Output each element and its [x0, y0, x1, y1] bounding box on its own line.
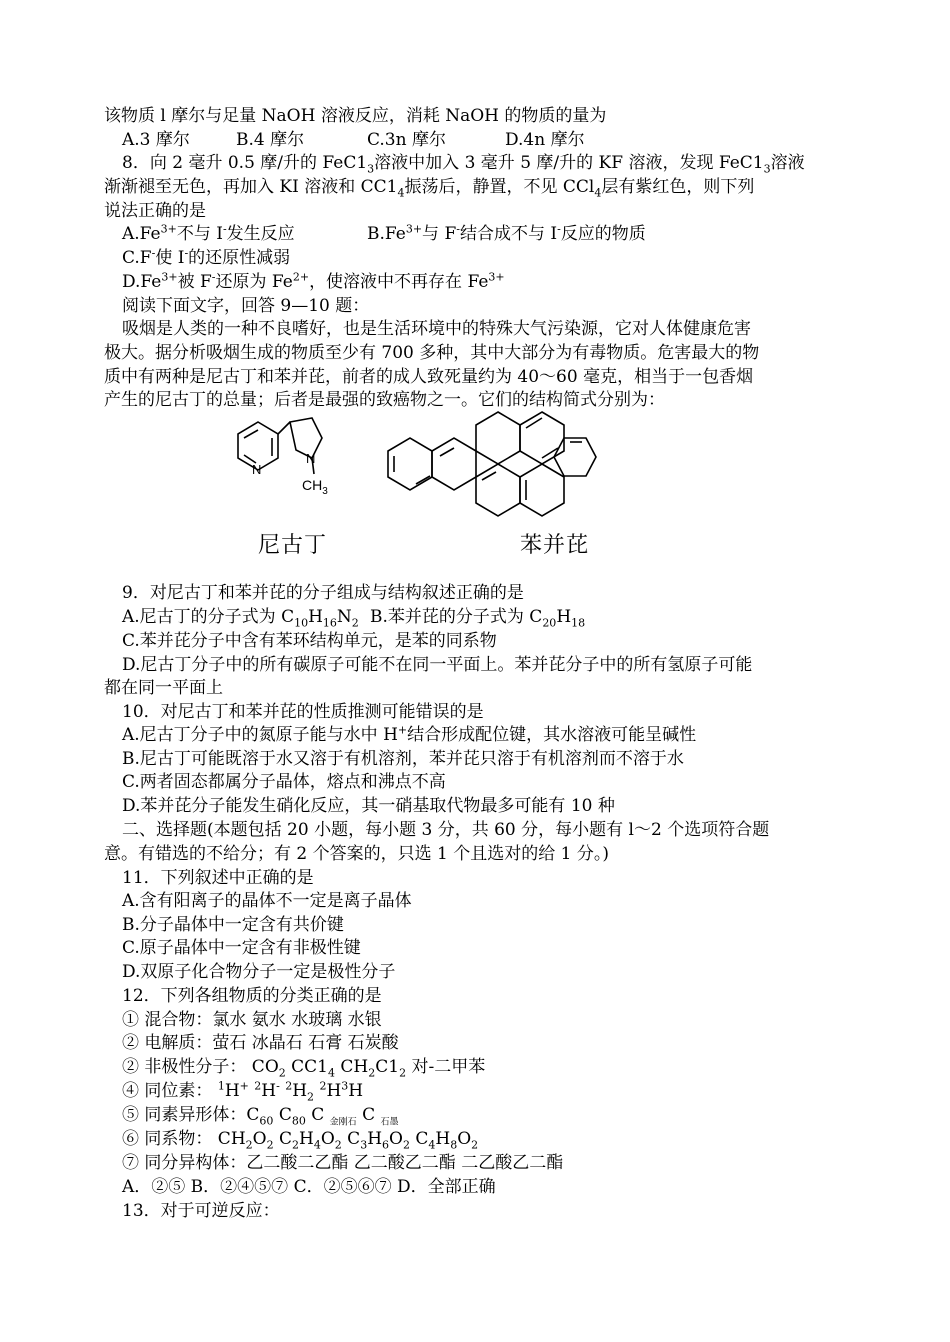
q12-item-6: ⑥ 同系物： $CH_2O_2$ $C_2H_4O_2$ $C_3H_6O_2$ $C_4H_8O_2$	[122, 1129, 479, 1152]
methyl-label: $CH_3$	[302, 477, 328, 497]
benzopyrene-structure	[388, 412, 596, 516]
nitrogen-label: N	[306, 451, 316, 466]
q8-stem-line-3: 说法正确的是	[104, 201, 206, 221]
option-a: A.尼古丁的分子式为 $C_{10}H_{16}N_2$	[122, 607, 359, 630]
q9-options-ab	[122, 606, 882, 629]
q12-item-3: ② 非极性分子： $CO_2$ $CC1_4$ $CH_2C1_2$ 对-二甲苯	[122, 1057, 486, 1080]
q8-stem-line-1: 8．向 2 毫升 0.5 摩/升的 $FeC1_3$溶液中加入 3 毫升 5 摩/升的 KF 溶液，发现 $FeC1_3$溶液	[122, 153, 805, 176]
option-a: A.3 摩尔	[122, 130, 190, 150]
text-line: 都在同一平面上	[104, 678, 223, 698]
option-b: B.尼古丁可能既溶于水又溶于有机溶剂，苯并芘只溶于有机溶剂而不溶于水	[122, 749, 684, 769]
option-a: A.尼古丁分子中的氮原子能与水中 H+结合形成配位键，其水溶液可能呈碱性	[122, 723, 697, 745]
passage-line: 吸烟是人类的一种不良嗜好，也是生活环境中的特殊大气污染源，它对人体健康危害	[122, 319, 751, 339]
q10-stem: 10．对尼古丁和苯并芘的性质推测可能错误的是	[122, 702, 484, 722]
q12-item-2: ② 电解质：萤石 冰晶石 石膏 石炭酸	[122, 1033, 399, 1053]
section-heading: 二、选择题(本题包括 20 小题，每小题 3 分，共 60 分，每小题有 l～2 个选项符合题	[122, 820, 770, 840]
reading-instruction: 阅读下面文字，回答 9—10 题：	[122, 296, 370, 316]
option-c: C.两者固态都属分子晶体，熔点和沸点不高	[122, 772, 446, 792]
section-heading-cont: 意。有错选的不给分；有 2 个答案的，只选 1 个且选对的给 1 分。)	[104, 844, 610, 864]
option-b: B.4 摩尔	[236, 130, 305, 150]
q12-item-5: ⑤ 同素异形体：$C_{60}$ $C_{80}$ C $_{金刚石}$ C $_{石墨}$	[122, 1105, 399, 1128]
q12-options: A．②⑤ B．②④⑤⑦ C．②⑤⑥⑦ D．全部正确	[122, 1177, 496, 1197]
option-d: $D.Fe^{3+}$被 F-还原为 $Fe^{2+}$，使溶液中不再存在 $Fe^{3+}$	[122, 270, 505, 292]
option-d: D.双原子化合物分子一定是极性分子	[122, 962, 396, 982]
option-b: B.分子晶体中一定含有共价键	[122, 915, 344, 935]
q7-options	[122, 129, 882, 152]
q9-stem: 9．对尼古丁和苯并芘的分子组成与结构叙述正确的是	[122, 583, 524, 603]
q8-stem-line-2: 渐渐褪至无色，再加入 KI 溶液和 $CC1_4$振荡后，静置，不见 CCl$_4$层有紫红色，则下列	[104, 177, 755, 200]
passage-line: 产生的尼古丁的总量；后者是最强的致癌物之一。它们的结构简式分别为：	[104, 390, 665, 410]
q12-item-4: ④ 同位素： $^1$H+ $^2$H- $^2H_2$ $^2H^3H$	[122, 1079, 364, 1104]
passage-line: 极大。据分析吸烟生成的物质至少有 700 多种，其中大部分为有毒物质。危害最大的物	[104, 343, 760, 363]
option-b: B.苯并芘的分子式为 $C_{20}H_{18}$	[370, 607, 586, 630]
option-a: A.含有阳离子的晶体不一定是离子晶体	[122, 891, 412, 911]
q13-stem: 13．对于可逆反应：	[122, 1201, 280, 1221]
option-a: $A.Fe^{3+}$不与 I-发生反应	[122, 222, 295, 244]
benzopyrene-label: 苯并芘	[520, 533, 590, 558]
nitrogen-label: N	[252, 462, 262, 477]
option-b: $B.Fe^{3+}$与 F-结合成不与 I-反应的物质	[367, 222, 646, 244]
option-c: C.原子晶体中一定含有非极性键	[122, 938, 361, 958]
nicotine-label: 尼古丁	[258, 533, 328, 558]
option-d: D.苯并芘分子能发生硝化反应，其一硝基取代物最多可能有 10 种	[122, 796, 615, 816]
option-c: C.苯并芘分子中含有苯环结构单元，是苯的同系物	[122, 631, 497, 651]
text-line: 该物质 l 摩尔与足量 NaOH 溶液反应，消耗 NaOH 的物质的量为	[104, 106, 607, 126]
q11-stem: 11．下列叙述中正确的是	[122, 868, 314, 888]
structure-figure	[230, 410, 610, 570]
option-c: C.3n 摩尔	[367, 130, 446, 150]
q12-item-1: ① 混合物：氯水 氨水 水玻璃 水银	[122, 1010, 382, 1030]
option-d: D.4n 摩尔	[505, 130, 585, 150]
passage-line: 质中有两种是尼古丁和苯并芘，前者的成人致死量约为 40～60 毫克，相当于一包香烟	[104, 367, 754, 387]
structural-formulas	[230, 410, 610, 520]
option-c: C.F-使 I-的还原性减弱	[122, 246, 291, 268]
option-d: D.尼古丁分子中的所有碳原子可能不在同一平面上。苯并芘分子中的所有氢原子可能	[122, 655, 753, 675]
q12-item-7: ⑦ 同分异构体：乙二酸二乙酯 乙二酸乙二酯 二乙酸乙二酯	[122, 1153, 564, 1173]
q12-stem: 12．下列各组物质的分类正确的是	[122, 986, 382, 1006]
q8-options-ab	[122, 223, 882, 246]
